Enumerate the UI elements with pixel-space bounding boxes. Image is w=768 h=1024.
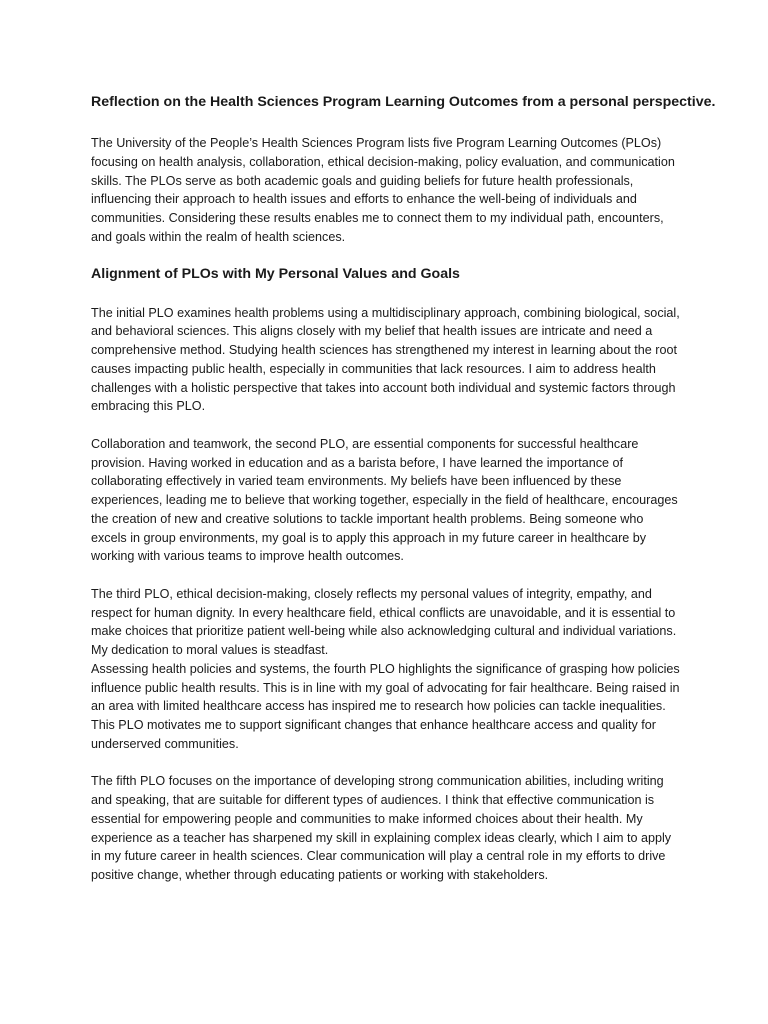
section-heading: Alignment of PLOs with My Personal Values and Goals [91,265,460,282]
paragraph-plo-1: The initial PLO examines health problems using a multidisciplinary approach, combining biological, social, and behavioral sciences. This aligns closely with my belief that health issues are intricate and need a comprehensive method. Studying health sciences has strengthened my interest in learning about the root causes impacting public health, especially in communities that lack resources. I aim to address health challenges with a holistic perspective that takes into account both individual and systemic factors through embracing this PLO. [91,305,680,414]
paragraph-plo-5: The fifth PLO focuses on the importance of developing strong communication abilities, including writing and speaking, that are suitable for different types of audiences. I think that effective communication is essential for empowering people and communities to make informed choices about their health. My experience as a teacher has sharpened my skill in explaining complex ideas clearly, which I aim to apply in my future career in health sciences. Clear communication will play a central role in my efforts to drive positive change, whether through educating patients or working with stakeholders. [91,774,672,882]
paragraph-plo-4: Assessing health policies and systems, the fourth PLO highlights the significance of grasping how policies influence public health results. This is in line with my goal of advocating for fair healthcare. Being raised in an area with limited healthcare access has inspired me to research how policies can tackle inequalities. This PLO motivates me to support significant changes that enhance healthcare access and quality for underserved communities. [91,661,680,751]
document-page [91,93,716,904]
paragraph-plo-2: Collaboration and teamwork, the second PLO, are essential components for successful healthcare provision. Having worked in education and as a barista before, I have learned the importance of collaborating effectively in varied team environments. My beliefs have been influenced by these experiences, leading me to believe that working together, especially in the field of healthcare, encourages the creation of new and creative solutions to tackle important health problems. Being someone who excels in group environments, my goal is to apply this approach in my future career in healthcare by working with various teams to improve health outcomes. [91,436,678,564]
intro-paragraph: The University of the People’s Health Sciences Program lists five Program Learning Outcomes (PLOs) focusing on health analysis, collaboration, ethical decision-making, policy evaluation, and communication skills. The PLOs serve as both academic goals and guiding beliefs for future health professionals, influencing their approach to health issues and efforts to enhance the well-being of individuals and communities. Considering these results enables me to connect them to my individual path, encounters, and goals within the realm of health sciences. [91,136,675,244]
document-title: Reflection on the Health Sciences Program Learning Outcomes from a personal perspective. [91,94,716,110]
paragraph-plo-3: The third PLO, ethical decision-making, closely reflects my personal values of integrity, empathy, and respect for human dignity. In every healthcare field, ethical conflicts are unavoidable, and it is essential to make choices that prioritize patient well-being while also acknowledging cultural and individual variations. My dedication to moral values is steadfast. [91,586,677,657]
